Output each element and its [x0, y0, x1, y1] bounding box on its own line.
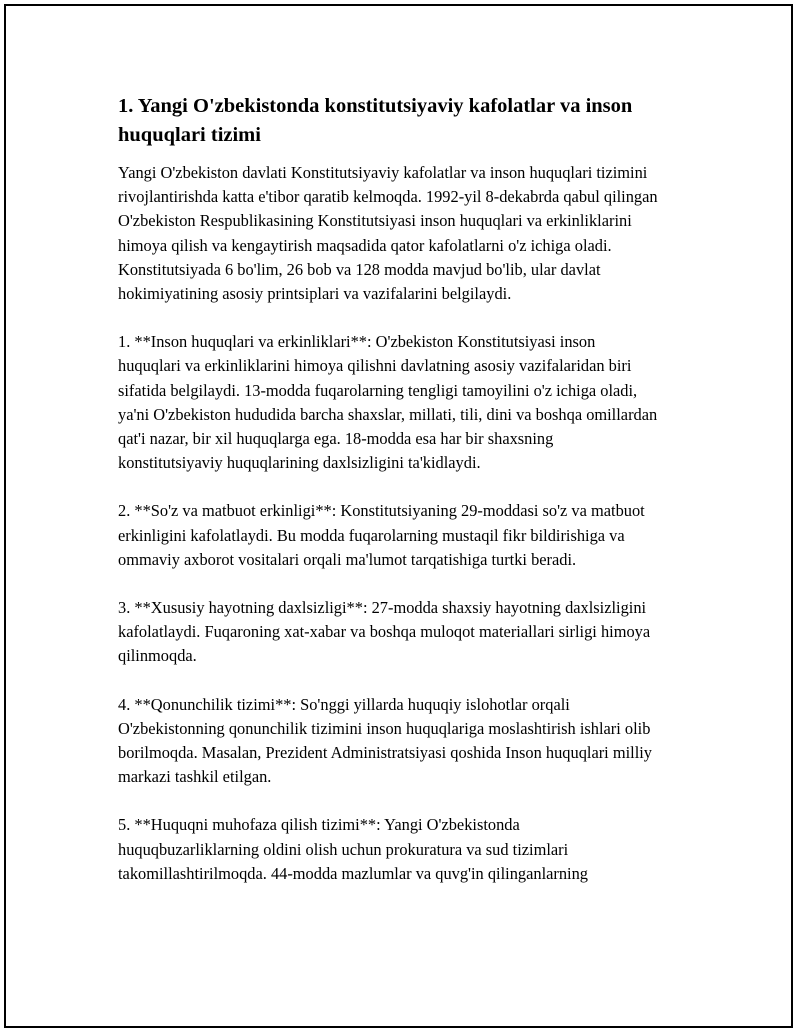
list-item-legislation: 4. **Qonunchilik tizimi**: So'nggi yillarda huquqiy islohotlar orqali O'zbekistonning qonunchilik tizimini inson huquqlariga moslashtirish ishlari olib borilmoqda. Masalan, Prezident Administratsiyasi qoshida Inson huquqlari milliy markazi tashkil etilgan.: [118, 694, 652, 787]
list-item-law-enforcement: 5. **Huquqni muhofaza qilish tizimi**: Yangi O'zbekistonda huquqbuzarliklarning oldini olish uchun prokuratura va sud tizimlari takomillashtirilmoqda. 44-modda mazlumlar va quvg'in qilinganlarning: [118, 815, 588, 883]
list-item-speech-freedom: 2. **So'z va matbuot erkinligi**: Konstitutsiyaning 29-moddasi so'z va matbuot erkinligini kafolatlaydi. Bu modda fuqarolarning mustaqil fikr bildirishiga va ommaviy axborot vositalari orqali ma'lumot tarqatishiga turtki beradi.: [118, 501, 645, 569]
list-item-human-rights: 1. **Inson huquqlari va erkinliklari**: O'zbekiston Konstitutsiyasi inson huquqlari va erkinliklarini himoya qilishni davlatning asosiy vazifalaridan biri sifatida belgilaydi. 13-modda fuqarolarning tengligi tamoyilini o'z ichiga oladi, ya'ni O'zbekiston hududida barcha shaxslar, millati, tili, dini va boshqa omillardan qat'i nazar, bir xil huquqlarga ega. 18-modda esa har bir shaxsning konstitutsiyaviy huquqlarining daxlsizligini ta'kidlaydi.: [118, 332, 658, 473]
document-body: [118, 92, 658, 886]
section-heading: 1. Yangi O'zbekistonda konstitutsiyaviy kafolatlar va inson huquqlari tizimi: [118, 95, 633, 146]
list-item-privacy: 3. **Xususiy hayotning daxlsizligi**: 27-modda shaxsiy hayotning daxlsizligini kafolatlaydi. Fuqaroning xat-xabar va boshqa muloqot materiallari sirligi himoya qilinmoqda.: [118, 598, 651, 666]
intro-paragraph: Yangi O'zbekiston davlati Konstitutsiyaviy kafolatlar va inson huquqlari tizimini rivojlantirishda katta e'tibor qaratib kelmoqda. 1992-yil 8-dekabrda qabul qilingan O'zbekiston Respublikasining Konstitutsiyasi inson huquqlari va erkinliklarini himoya qilish va kengaytirish maqsadida qator kafolatlarni o'z ichiga oladi. Konstitutsiyada 6 bo'lim, 26 bob va 128 modda mavjud bo'lib, ular davlat hokimiyatining asosiy printsiplari va vazifalarini belgilaydi.: [118, 163, 658, 304]
